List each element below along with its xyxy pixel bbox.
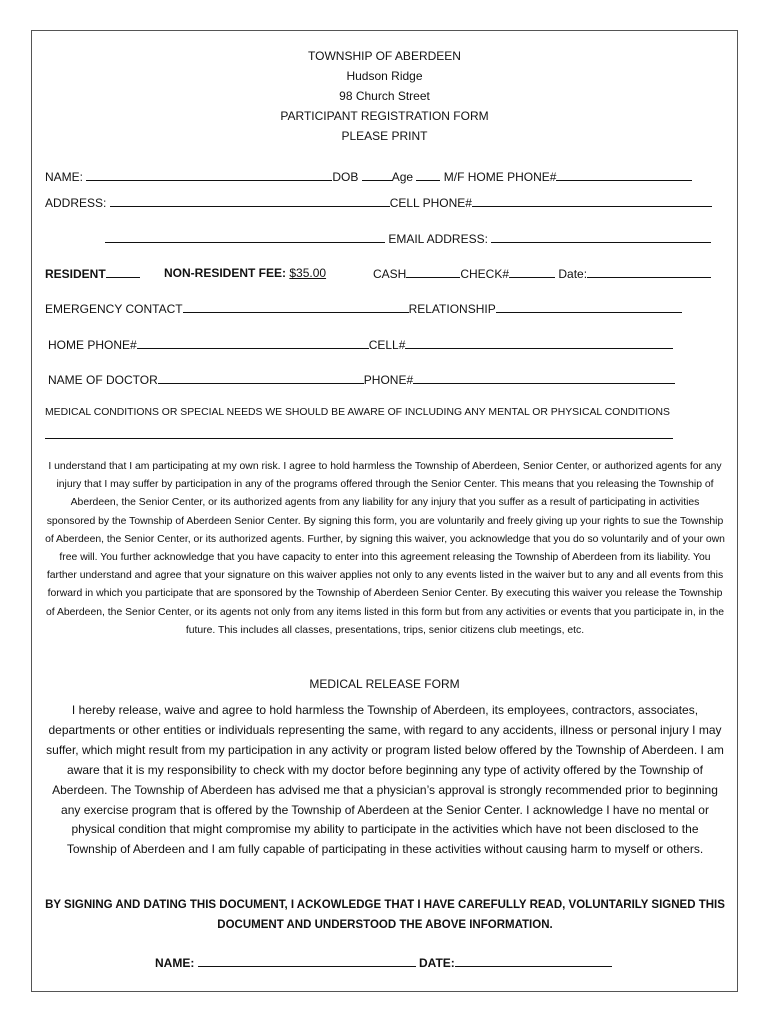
cash-field[interactable]	[406, 265, 460, 278]
location-name: Hudson Ridge	[346, 69, 423, 83]
cell-phone-field[interactable]	[472, 194, 712, 207]
fee-colon: :	[282, 266, 287, 280]
form-title: PARTICIPANT REGISTRATION FORM	[280, 109, 489, 123]
age-label: Age	[391, 170, 414, 184]
check-label: CHECK#	[460, 267, 510, 281]
relationship-label: RELATIONSHIP	[408, 302, 496, 316]
print-instruction: PLEASE PRINT	[341, 129, 428, 143]
emergency-contact-field[interactable]	[183, 300, 409, 313]
cell-phone-label: CELL PHONE#	[389, 196, 472, 210]
address-line2-field[interactable]	[105, 230, 385, 243]
payment-group	[373, 265, 711, 282]
non-resident-fee-label: NON-RESIDENT FEE	[164, 266, 283, 280]
date-label: Date:	[558, 267, 588, 281]
emergency-home-phone-label: HOME PHONE#	[48, 338, 137, 352]
doctor-row	[48, 371, 675, 388]
medical-release-title: MEDICAL RELEASE FORM	[309, 677, 460, 691]
date-field[interactable]	[587, 265, 711, 278]
medical-release-paragraph: I hereby release, waive and agree to hold harmless the Township of Aberdeen, its employees, contractors, associates, departments or other entities or individuals representing the same, with regard to any accidents, illness or personal injury I may suffer, which might result from my participation in any activity or program listed below offered by the Township of Aberdeen. I am aware that it is my responsibility to check with my doctor before beginning any type of activity offered by the Township of Aberdeen. The Township of Aberdeen has advised me that a physician’s approval is strongly recommended prior to beginning any exercise program that is offered by the Township of Aberdeen at the Senior Center. I acknowledge I have no mental or physical condition that might compromise my ability to participate in the activities which have not been disclosed to the Township of Aberdeen and I am fully capable of participating in these activities without causing harm to myself or others.	[46, 703, 724, 857]
emergency-cell-field[interactable]	[405, 336, 673, 349]
doctor-label: NAME OF DOCTOR	[48, 373, 158, 387]
non-resident-fee-value: $35.00	[289, 266, 327, 280]
signature-date-label: DATE:	[419, 956, 455, 970]
waiver-paragraph: I understand that I am participating at my own risk. I agree to hold harmless the Township of Aberdeen, Senior Center, or authorized agents for any injury that I may suffer by participation in any of the programs offered through the Senior Center. This means that you releasing the Township of Aberdeen, the Senior Center, or its authorized agents from any liability for any injury that you suffer as a result of participating in activities sponsored by the Township of Aberdeen Senior Center. By signing this form, you are voluntarily and freely giving up your rights to sue the Township of Aberdeen, the Senior Center, or its authorized agents. Further, by signing this waiver, you acknowledge that you do so voluntarily and of your own free will. You further acknowledge that you have capacity to enter into this agreement releasing the Township of Aberdeen from its liability. You farther understand and agree that your signature on this waiver applies not only to any events listed in the waiver but to any and all events from this forward in which you participate that are sponsored by the Township of Aberdeen Senior Center. By executing this waiver you release the Township of Aberdeen, the Senior Center, or its agents not only from any items listed in this form but from any activities or events that you participate in, in the future. This includes all classes, presentations, trips, senior citizens club meetings, etc.	[45, 461, 725, 636]
acknowledgement: BY SIGNING AND DATING THIS DOCUMENT, I ACKOWLEDGE THAT I HAVE CAREFULLY READ, VOLUNTARILY SIGNED THIS DOCUMENT AND UNDERSTOOD THE ABOVE INFORMATION.	[45, 899, 725, 931]
check-field[interactable]	[509, 265, 555, 278]
name-label: NAME:	[45, 170, 84, 184]
resident-label: RESIDENT	[45, 267, 106, 281]
home-phone-field[interactable]	[556, 168, 692, 181]
doctor-field[interactable]	[158, 371, 364, 384]
dob-field[interactable]	[362, 168, 392, 181]
email-row	[105, 230, 711, 247]
emergency-cell-label: CELL#	[368, 338, 406, 352]
signature-name-label: NAME:	[155, 956, 195, 970]
email-label: EMAIL ADDRESS:	[388, 232, 488, 246]
cash-label: CASH	[373, 267, 407, 281]
signature-row	[155, 954, 612, 971]
resident-row	[45, 265, 140, 282]
street-address: 98 Church Street	[339, 89, 430, 103]
fee-group	[164, 265, 326, 281]
emergency-phone-row	[48, 336, 673, 353]
emergency-contact-label: EMERGENCY CONTACT	[45, 302, 183, 316]
dob-label: DOB	[332, 170, 359, 184]
emergency-row	[45, 300, 682, 317]
address-field[interactable]	[110, 194, 390, 207]
email-field[interactable]	[491, 230, 711, 243]
doctor-phone-label: PHONE#	[363, 373, 414, 387]
address-label: ADDRESS:	[45, 196, 107, 210]
township-name: TOWNSHIP OF ABERDEEN	[308, 49, 461, 63]
age-field[interactable]	[416, 168, 440, 181]
medical-conditions-label: MEDICAL CONDITIONS OR SPECIAL NEEDS WE SHOULD BE AWARE OF INCLUDING ANY MENTAL OR PHYSICAL CONDITIONS	[45, 407, 670, 418]
emergency-home-phone-field[interactable]	[137, 336, 369, 349]
medical-conditions-field[interactable]	[45, 438, 673, 439]
mf-home-phone-label: M/F HOME PHONE#	[443, 170, 557, 184]
name-field[interactable]	[86, 168, 332, 181]
signature-date-field[interactable]	[455, 954, 612, 967]
resident-field[interactable]	[106, 265, 140, 278]
address-row	[45, 194, 712, 211]
relationship-field[interactable]	[496, 300, 682, 313]
signature-name-field[interactable]	[198, 954, 416, 967]
name-row	[45, 168, 692, 185]
doctor-phone-field[interactable]	[413, 371, 675, 384]
